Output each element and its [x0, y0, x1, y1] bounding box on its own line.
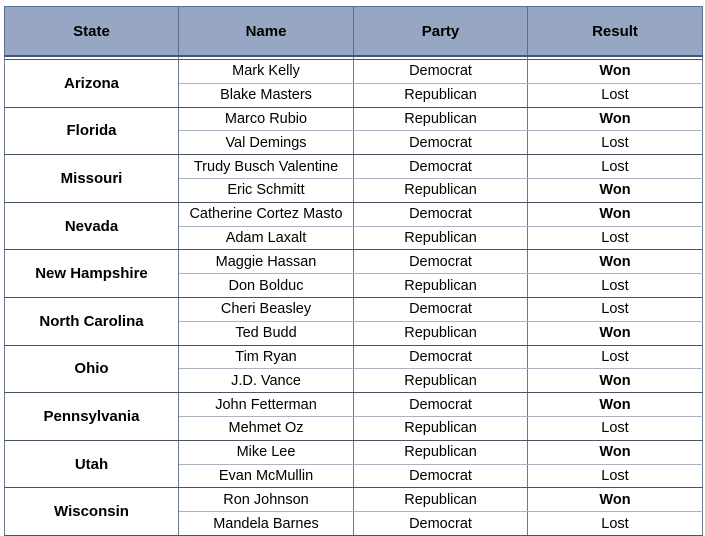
header-party: Party [354, 7, 528, 57]
party-cell: Republican [354, 440, 528, 464]
party-cell: Democrat [354, 60, 528, 84]
candidate-name-cell: Adam Laxalt [179, 226, 354, 250]
result-cell: Won [528, 488, 703, 512]
party-cell: Republican [354, 83, 528, 107]
state-cell: Arizona [5, 60, 179, 108]
result-cell: Lost [528, 155, 703, 179]
table-row [5, 155, 703, 179]
party-cell: Democrat [354, 202, 528, 226]
result-cell: Won [528, 250, 703, 274]
candidate-name-cell: Mike Lee [179, 440, 354, 464]
result-cell: Won [528, 60, 703, 84]
result-cell: Lost [528, 464, 703, 488]
candidate-name-cell: Eric Schmitt [179, 178, 354, 202]
table-row [5, 60, 703, 84]
party-cell: Republican [354, 226, 528, 250]
state-cell: Ohio [5, 345, 179, 393]
state-cell: Wisconsin [5, 488, 179, 536]
candidate-name-cell: John Fetterman [179, 393, 354, 417]
party-cell: Democrat [354, 297, 528, 321]
result-cell: Lost [528, 83, 703, 107]
result-cell: Won [528, 202, 703, 226]
result-cell: Lost [528, 416, 703, 440]
state-cell: Nevada [5, 202, 179, 250]
result-cell: Lost [528, 512, 703, 536]
table-row [5, 345, 703, 369]
result-cell: Lost [528, 297, 703, 321]
result-cell: Lost [528, 345, 703, 369]
table-body [5, 56, 703, 535]
result-cell: Won [528, 393, 703, 417]
result-cell: Won [528, 440, 703, 464]
party-cell: Republican [354, 107, 528, 131]
header-row [5, 7, 703, 57]
table-row [5, 250, 703, 274]
table-row [5, 297, 703, 321]
table-row [5, 440, 703, 464]
candidate-name-cell: Trudy Busch Valentine [179, 155, 354, 179]
result-cell: Lost [528, 226, 703, 250]
table-row [5, 202, 703, 226]
state-cell: Utah [5, 440, 179, 488]
party-cell: Republican [354, 369, 528, 393]
party-cell: Democrat [354, 131, 528, 155]
candidate-name-cell: Val Demings [179, 131, 354, 155]
party-cell: Democrat [354, 250, 528, 274]
result-cell: Won [528, 369, 703, 393]
candidate-name-cell: Marco Rubio [179, 107, 354, 131]
party-cell: Republican [354, 488, 528, 512]
table-header [5, 7, 703, 57]
candidate-name-cell: Blake Masters [179, 83, 354, 107]
party-cell: Democrat [354, 464, 528, 488]
state-cell: New Hampshire [5, 250, 179, 298]
state-cell: Pennsylvania [5, 393, 179, 441]
candidate-name-cell: Ron Johnson [179, 488, 354, 512]
candidate-name-cell: Catherine Cortez Masto [179, 202, 354, 226]
header-state: State [5, 7, 179, 57]
header-result: Result [528, 7, 703, 57]
state-cell: North Carolina [5, 297, 179, 345]
results-table [4, 6, 703, 536]
state-cell: Florida [5, 107, 179, 155]
table-row [5, 393, 703, 417]
party-cell: Democrat [354, 345, 528, 369]
header-name: Name [179, 7, 354, 57]
party-cell: Republican [354, 321, 528, 345]
candidate-name-cell: Mehmet Oz [179, 416, 354, 440]
candidate-name-cell: Don Bolduc [179, 274, 354, 298]
candidate-name-cell: Ted Budd [179, 321, 354, 345]
result-cell: Won [528, 107, 703, 131]
result-cell: Lost [528, 274, 703, 298]
candidate-name-cell: Maggie Hassan [179, 250, 354, 274]
candidate-name-cell: Mark Kelly [179, 60, 354, 84]
table-row [5, 488, 703, 512]
party-cell: Republican [354, 416, 528, 440]
candidate-name-cell: J.D. Vance [179, 369, 354, 393]
party-cell: Democrat [354, 512, 528, 536]
party-cell: Republican [354, 178, 528, 202]
state-cell: Missouri [5, 155, 179, 203]
party-cell: Democrat [354, 393, 528, 417]
party-cell: Democrat [354, 155, 528, 179]
party-cell: Republican [354, 274, 528, 298]
candidate-name-cell: Cheri Beasley [179, 297, 354, 321]
candidate-name-cell: Tim Ryan [179, 345, 354, 369]
result-cell: Won [528, 321, 703, 345]
candidate-name-cell: Mandela Barnes [179, 512, 354, 536]
table-row [5, 107, 703, 131]
result-cell: Lost [528, 131, 703, 155]
result-cell: Won [528, 178, 703, 202]
candidate-name-cell: Evan McMullin [179, 464, 354, 488]
